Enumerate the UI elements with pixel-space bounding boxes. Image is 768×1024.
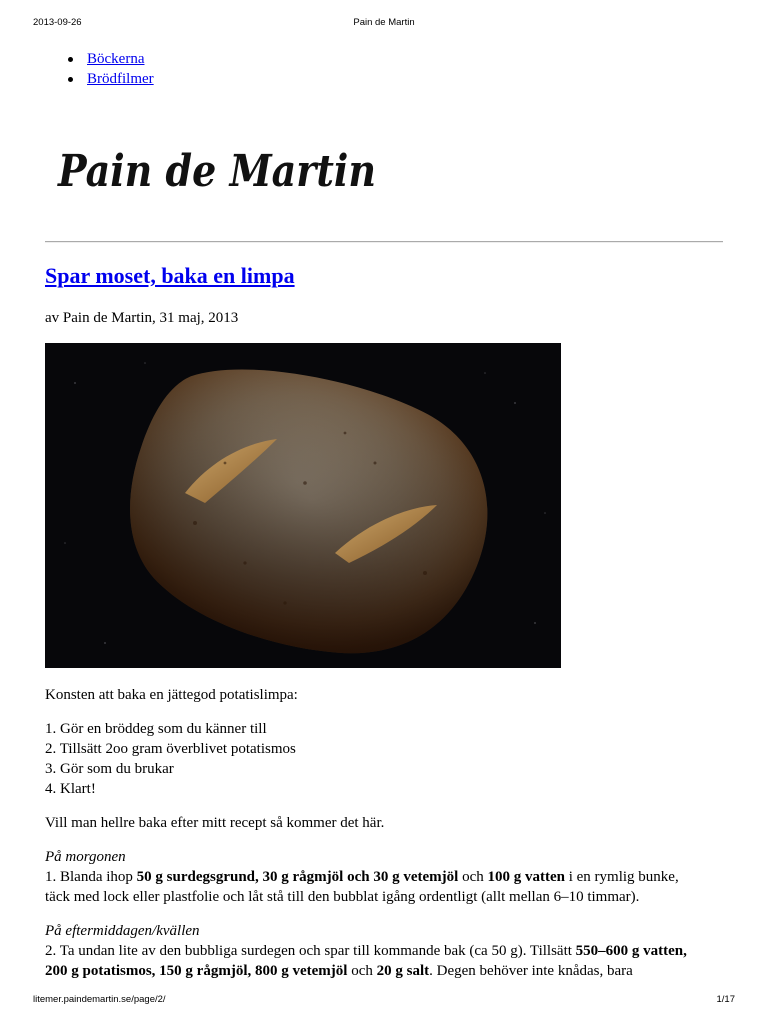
top-nav: [68, 49, 154, 89]
print-header: [0, 17, 768, 33]
instruction-text: 2. Ta undan lite av den bubbliga surdegen och spar till kommande bak (ca 50 g). Tillsätt: [45, 943, 576, 959]
instruction-text: . Degen behöver inte knådas, bara: [429, 963, 633, 979]
print-page-number: 1/17: [716, 994, 735, 1005]
ingredient-amount: 200 g potatismos, 150 g rågmjöl, 800 g vetemjöl: [45, 963, 348, 979]
recipe-section: [45, 921, 725, 981]
recipe-intro: Vill man hellre baka efter mitt recept så kommer det här.: [45, 815, 385, 831]
step-line: 1. Gör en bröddeg som du känner till: [45, 721, 267, 737]
instruction-text: täck med lock eller plastfolie och låt stå till den bubblat igång ordentligt (allt mellan 6–10 timmar).: [45, 889, 640, 905]
site-logo[interactable]: [56, 138, 382, 200]
nav-link-brodfilmer[interactable]: Brödfilmer: [87, 71, 154, 87]
instruction-text: 1. Blanda ihop: [45, 869, 137, 885]
ingredient-amount: 20 g salt: [376, 963, 430, 979]
instruction-text: och: [347, 963, 377, 979]
ingredient-amount: 50 g surdegsgrund, 30 g rågmjöl och 30 g vetemjöl: [136, 869, 459, 885]
post-byline: av Pain de Martin, 31 maj, 2013: [45, 310, 239, 326]
bread-photo: [45, 343, 561, 668]
logo-wordmark: Pain de Martin: [56, 146, 377, 197]
print-footer: [0, 994, 768, 1010]
recipe-sections: [45, 847, 725, 981]
post-title: [45, 262, 295, 290]
step-line: 4. Klart!: [45, 781, 96, 797]
post-content: [45, 685, 725, 995]
section-heading: På morgonen: [45, 849, 126, 865]
print-url: litemer.paindemartin.se/page/2/: [33, 994, 166, 1005]
step-line: 2. Tillsätt 2oo gram överblivet potatismos: [45, 741, 296, 757]
print-page-title: Pain de Martin: [353, 17, 415, 28]
quick-steps: [45, 719, 725, 799]
header-divider: [45, 241, 723, 243]
nav-item-brodfilmer: [68, 69, 154, 89]
instruction-text: och: [458, 869, 488, 885]
section-heading: På eftermiddagen/kvällen: [45, 923, 200, 939]
ingredient-amount: 550–600 g vatten,: [575, 943, 687, 959]
nav-link-bockerna[interactable]: Böckerna: [87, 51, 145, 67]
nav-item-bockerna: [68, 49, 154, 69]
bread-loaf-illustration: [45, 343, 561, 668]
ingredient-amount: 100 g vatten: [487, 869, 565, 885]
intro-paragraph: Konsten att baka en jättegod potatislimpa:: [45, 687, 298, 703]
print-date: 2013-09-26: [33, 17, 82, 28]
step-line: 3. Gör som du brukar: [45, 761, 174, 777]
recipe-section: [45, 847, 725, 907]
instruction-text: i en rymlig bunke,: [564, 869, 679, 885]
post-title-link[interactable]: Spar moset, baka en limpa: [45, 263, 295, 288]
